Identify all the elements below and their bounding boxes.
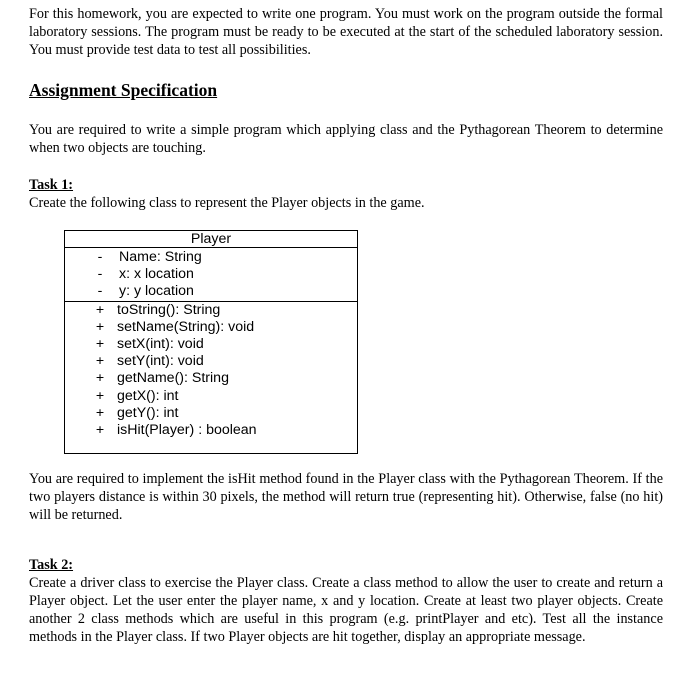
method-text: setName(String): void (117, 318, 255, 335)
public-symbol: + (95, 353, 105, 370)
uml-attributes (65, 248, 357, 302)
uml-method-row (65, 302, 357, 319)
method-text: toString(): String (117, 301, 221, 318)
uml-method-row (65, 319, 357, 336)
uml-methods (65, 302, 357, 454)
method-text: getY(): int (117, 404, 179, 421)
player-class-diagram (64, 230, 358, 454)
intro-paragraph: For this homework, you are expected to write one program. You must work on the program outside the formal laboratory sessions. The program must be ready to be executed at the start of the scheduled laboratory session. You must provide test data to test all possibilities. (29, 6, 663, 58)
public-symbol: + (95, 301, 105, 318)
assignment-specification-heading: Assignment Specification (29, 80, 218, 100)
method-text: setX(int): void (117, 335, 204, 352)
task1-heading: Task 1: (29, 177, 74, 193)
method-text: getX(): int (117, 387, 179, 404)
method-text: getName(): String (117, 370, 229, 387)
uml-method-row (65, 422, 357, 439)
attribute-text: y: y location (119, 283, 194, 300)
public-symbol: + (95, 404, 105, 421)
task2-heading: Task 2: (29, 557, 74, 573)
private-symbol: - (97, 266, 103, 283)
private-symbol: - (97, 249, 103, 265)
uml-method-row (65, 405, 357, 422)
attribute-text: Name: String (119, 249, 202, 265)
public-symbol: + (95, 387, 105, 404)
uml-attribute-row (65, 249, 357, 266)
uml-method-row (65, 336, 357, 353)
uml-attribute-row (65, 283, 357, 300)
uml-attribute-row (65, 266, 357, 283)
public-symbol: + (95, 335, 105, 352)
task1-paragraph: Create the following class to represent the Player objects in the game. (29, 195, 425, 211)
public-symbol: + (95, 421, 105, 438)
uml-method-row (65, 388, 357, 405)
attribute-text: x: x location (119, 266, 194, 283)
public-symbol: + (95, 370, 105, 387)
public-symbol: + (95, 318, 105, 335)
ishit-paragraph: You are required to implement the isHit method found in the Player class with the Pythagorean Theorem. If the two players distance is within 30 pixels, the method will return true (representing hit). Otherwise, false (no hit) will be returned. (29, 471, 663, 523)
specification-paragraph: You are required to write a simple program which applying class and the Pythagorean Theorem to determine when two objects are touching. (29, 122, 663, 156)
uml-method-row (65, 353, 357, 370)
task2-paragraph: Create a driver class to exercise the Player class. Create a class method to allow the user to create and return a Player object. Let the user enter the player name, x and y location. Create at least two player objects. Create another 2 class methods which are useful in this program (e.g. printPlayer and etc). Test all the instance methods in the Player class. If two Player objects are hit together, display an appropriate message. (29, 575, 663, 645)
method-text: setY(int): void (117, 353, 204, 370)
uml-class-name: Player (65, 231, 357, 248)
method-text: isHit(Player) : boolean (117, 421, 257, 438)
private-symbol: - (97, 283, 103, 300)
uml-method-row (65, 370, 357, 387)
